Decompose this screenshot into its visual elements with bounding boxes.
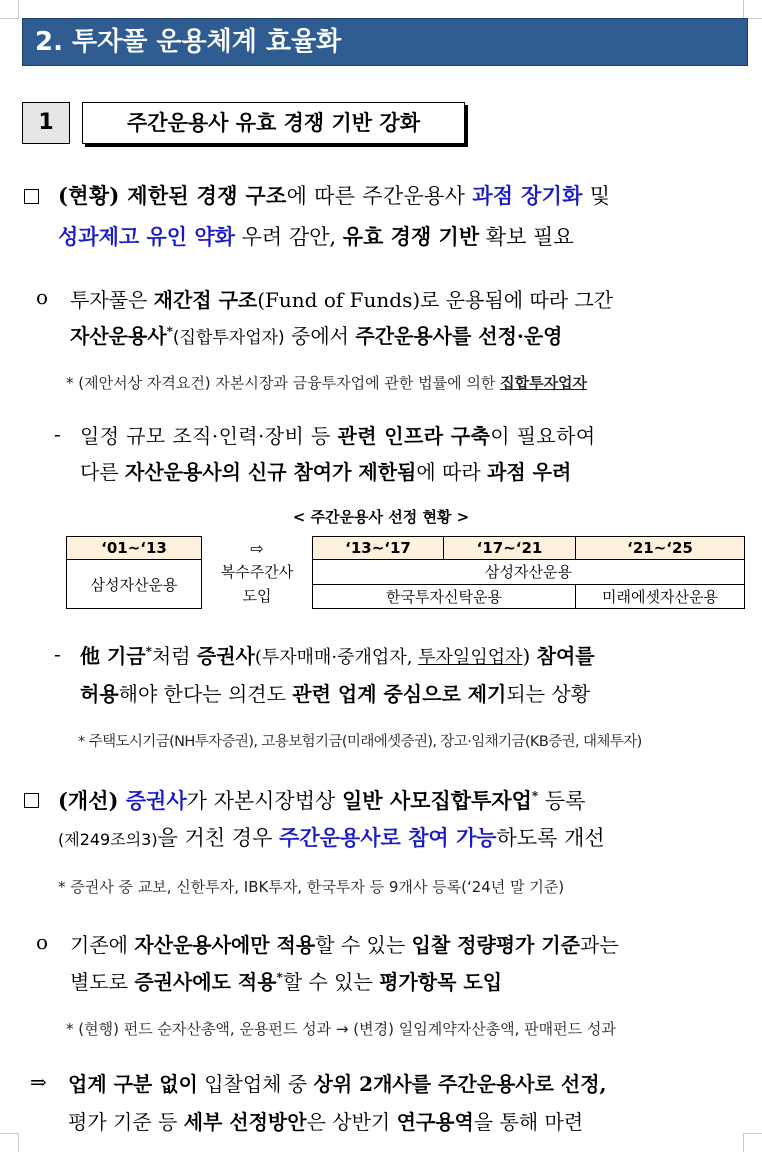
- checkbox-square-icon: [24, 793, 39, 808]
- dash-marker: -: [54, 642, 61, 666]
- b2-note: * (현행) 펀드 순자산총액, 운용펀드 성과 → (변경) 일임계약자산총액, 판매펀드 성과: [66, 1020, 616, 1038]
- double-arrow-icon: ⇒: [30, 1070, 47, 1094]
- d1-line2: 다른 자산운용사의 신규 참여가 제한됨에 따라 과점 우려: [80, 460, 572, 484]
- d2-line2: 허용해야 한다는 의견도 관련 업계 중심으로 제기되는 상황: [80, 682, 591, 706]
- page-corner-mark: [743, 1133, 762, 1152]
- table-cell-line: 복수주간사: [220, 563, 294, 581]
- table-cell: 미래에셋자산운용: [576, 584, 745, 609]
- d1-line1: 일정 규모 조직·인력·장비 등 관련 인프라 구축이 필요하여: [80, 424, 596, 448]
- table-header-cell: ‘01~‘13: [67, 537, 202, 560]
- b1-line2: 자산운용사*(집합투자업자) 중에서 주간운용사를 선정·운영: [70, 324, 563, 348]
- table-header-cell: ‘21~‘25: [576, 537, 745, 560]
- section-title: 2. 투자풀 운용체계 효율화: [22, 18, 748, 66]
- p2-note: * 증권사 중 교보, 신한투자, IBK투자, 한국투자 등 9개사 등록(‘24년 말 기준): [58, 878, 565, 896]
- table-header-cell: ‘17~‘21: [444, 537, 576, 560]
- subsection-title: 주간운용사 유효 경쟁 기반 강화: [82, 102, 465, 144]
- page-corner-mark: [743, 0, 762, 19]
- table-header-cell: ‘13~‘17: [313, 537, 444, 560]
- table-cell-line: 도입: [242, 587, 272, 605]
- table-caption: < 주간운용사 선정 현황 >: [292, 508, 470, 526]
- table-cell: 삼성자산운용: [313, 560, 745, 585]
- bullet-o-marker: o: [36, 930, 49, 954]
- page-corner-mark: [0, 0, 19, 19]
- table-cell: [202, 560, 313, 609]
- d2-line1: 他 기금*처럼 증권사(투자매매·중개업자, 투자일임업자) 참여를: [80, 644, 595, 668]
- selection-history-table: [66, 536, 745, 609]
- checkbox-square-icon: [24, 189, 39, 204]
- p2-line1: (개선) 증권사가 자본시장법상 일반 사모집합투자업* 등록: [58, 788, 586, 813]
- conc-line2: 평가 기준 등 세부 선정방안은 상반기 연구용역을 통해 마련: [68, 1110, 584, 1134]
- bullet-o-marker: o: [36, 285, 49, 309]
- b1-note: * (제안서상 자격요건) 자본시장과 금융투자업에 관한 법률에 의한 집합투자업자: [66, 374, 588, 392]
- p1-line2: 성과제고 유인 약화 우려 감안, 유효 경쟁 기반 확보 필요: [58, 224, 574, 249]
- b2-line2: 별도로 증권사에도 적용*할 수 있는 평가항목 도입: [70, 970, 503, 994]
- page-corner-mark: [0, 1133, 19, 1152]
- right-arrow-icon: ⇨: [202, 537, 313, 560]
- d2-note: * 주택도시기금(NH투자증권), 고용보험기금(미래에셋증권), 장고·임채기금(KB증권, 대체투자): [78, 734, 642, 750]
- dash-marker: -: [54, 422, 61, 446]
- subsection-number: 1: [22, 102, 70, 144]
- table-cell: 한국투자신탁운용: [313, 584, 576, 609]
- table-cell: 삼성자산운용: [67, 560, 202, 609]
- conc-line1: 업계 구분 없이 입찰업체 중 상위 2개사를 주간운용사로 선정,: [68, 1072, 607, 1096]
- b2-line1: 기존에 자산운용사에만 적용할 수 있는 입찰 정량평가 기준과는: [70, 933, 619, 957]
- p2-line2: (제249조의3)을 거친 경우 주간운용사로 참여 가능하도록 개선: [58, 825, 605, 850]
- b1-line1: 투자풀은 재간접 구조(Fund of Funds)로 운용됨에 따라 그간: [70, 288, 614, 312]
- p1-line1: (현황) 제한된 경쟁 구조에 따른 주간운용사 과점 장기화 및: [58, 183, 611, 208]
